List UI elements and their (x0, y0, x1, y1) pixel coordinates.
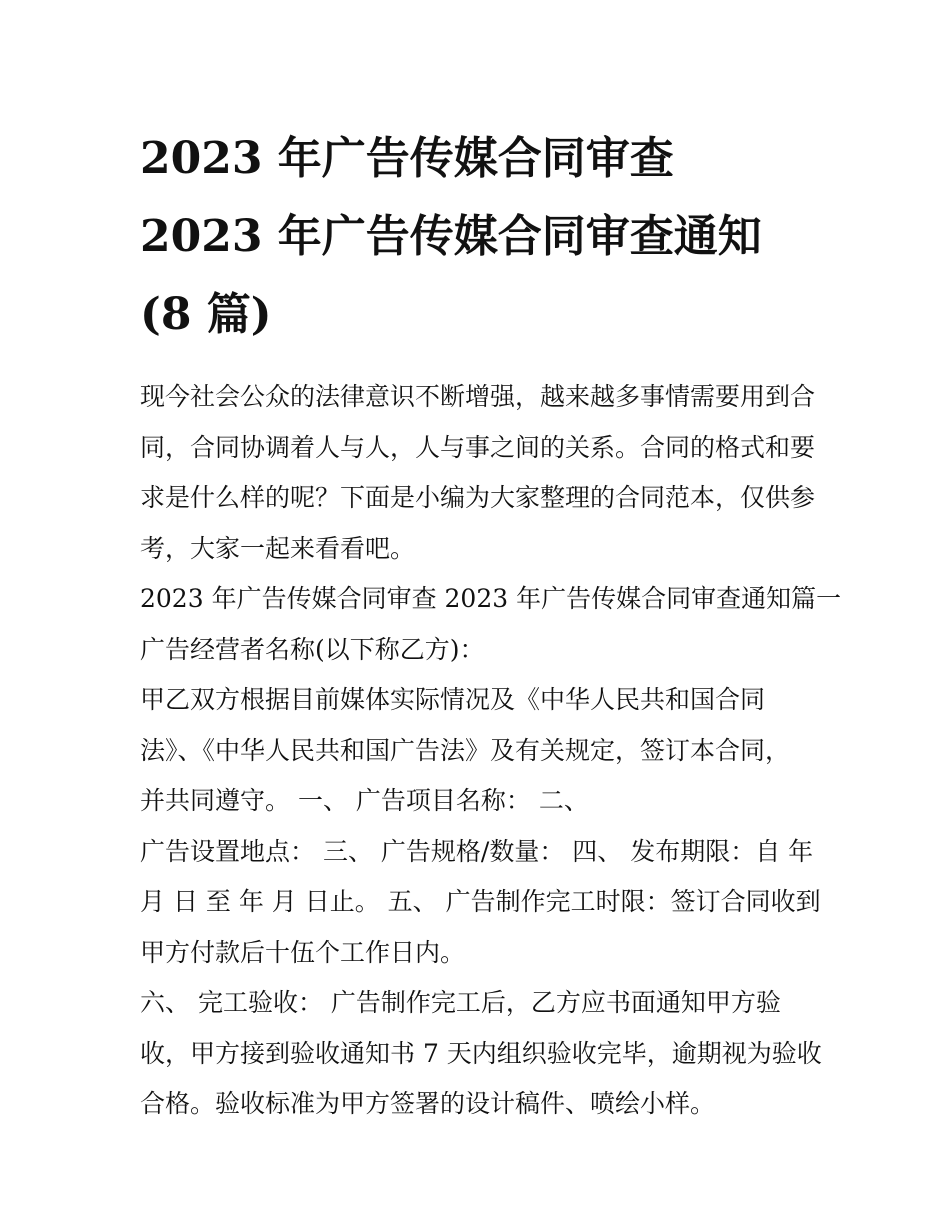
document-body (140, 372, 842, 1130)
body-line-15: 合格。验收标准为甲方签署的设计稿件、喷绘小样。 (140, 1089, 716, 1118)
body-line-10: 广告设置地点： 三、 广告规格/数量： 四、 发布期限：自 年 (140, 836, 814, 866)
title-line-1: 2023 年广告传媒合同审查 (140, 133, 674, 184)
body-line-2: 同，合同协调着人与人，人与事之间的关系。合同的格式和要 (140, 432, 816, 462)
body-line-4: 考，大家一起来看看吧。 (140, 533, 416, 563)
body-line-14: 收，甲方接到验收通知书 7 天内组织验收完毕，逾期视为验收 (140, 1038, 822, 1068)
document-page (140, 120, 842, 1130)
document-title (140, 120, 820, 354)
body-line-3: 求是什么样的呢？下面是小编为大家整理的合同范本，仅供参 (140, 483, 816, 512)
title-line-2: 2023 年广告传媒合同审查通知 (140, 211, 762, 262)
body-line-8: 法》、《中华人民共和国广告法》及有关规定，签订本合同， (140, 735, 791, 765)
title-line-3: (8 篇) (140, 289, 272, 340)
body-line-12: 甲方付款后十伍个工作日内。 (140, 937, 466, 967)
body-line-13: 六、 完工验收： 广告制作完工后，乙方应书面通知甲方验 (140, 988, 781, 1017)
body-line-9: 并共同遵守。 一、 广告项目名称： 二、 (140, 786, 589, 815)
body-line-1: 现今社会公众的法律意识不断增强，越来越多事情需要用到合 (140, 382, 816, 411)
body-line-5: 2023 年广告传媒合同审查 2023 年广告传媒合同审查通知篇一 (140, 584, 842, 613)
body-line-11: 月 日 至 年 月 日止。 五、 广告制作完工时限：签订合同收到 (140, 887, 821, 916)
body-line-6: 广告经营者名称(以下称乙方)： (140, 634, 485, 664)
body-line-7: 甲乙双方根据目前媒体实际情况及《中华人民共和国合同 (140, 685, 766, 714)
